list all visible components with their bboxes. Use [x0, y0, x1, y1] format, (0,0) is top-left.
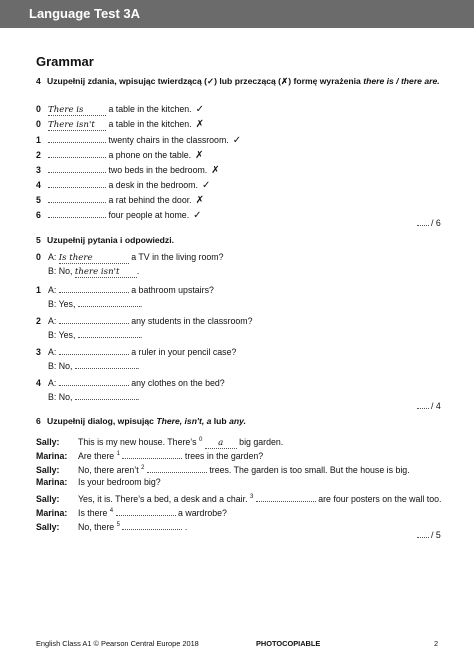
ex4-item: [36, 148, 204, 160]
item-number: 4: [36, 180, 41, 190]
question-text: any students in the classroom?: [131, 316, 253, 326]
ex5-number: 5: [36, 235, 41, 245]
answer-start: Yes,: [58, 299, 78, 309]
dialog-text: Are there: [78, 450, 117, 461]
ex5-answer: [36, 359, 139, 371]
item-number: 1: [36, 135, 41, 145]
dialog-text-end: trees in the garden?: [182, 450, 264, 461]
tick-icon: ✓: [201, 180, 211, 191]
dialog-text: Is there: [78, 507, 110, 518]
dialog-text: Is your bedroom big?: [78, 477, 161, 487]
item-number: 0: [36, 119, 41, 129]
ex4-item: [36, 133, 241, 145]
dialog-text-end: trees. The garden is too small. But the house is big.: [206, 464, 410, 475]
ex6-score: / 5: [417, 530, 441, 540]
ex5-answer: [36, 390, 139, 402]
ex5-question: [36, 314, 253, 326]
footer-photocopiable: PHOTOCOPIABLE: [256, 639, 321, 648]
item-number: 4: [36, 378, 41, 388]
item-number: 6: [36, 210, 41, 220]
answer-end: .: [136, 361, 140, 371]
speaker-name: Sally:: [36, 436, 60, 447]
speaker-b: B:: [48, 266, 59, 276]
answer-blank[interactable]: [122, 449, 182, 459]
gap-number: 4: [109, 508, 114, 514]
speaker-name: Marina:: [36, 477, 68, 487]
answer-start: No,: [58, 392, 75, 402]
tick-icon: ✓: [193, 210, 202, 221]
ex4-item: [36, 208, 202, 220]
answer-blank[interactable]: [59, 283, 129, 293]
answer-blank[interactable]: [48, 133, 106, 143]
sentence-text: twenty chairs in the classroom.: [108, 135, 229, 145]
ex5-question: [36, 345, 236, 357]
answer-blank[interactable]: [147, 463, 207, 473]
answer-example: There isn't: [48, 121, 106, 131]
sentence-text: a rat behind the door.: [108, 195, 192, 205]
speaker-a: A:: [48, 378, 59, 388]
cross-icon: ✗: [195, 195, 204, 206]
answer-blank[interactable]: [78, 297, 143, 309]
answer-blank[interactable]: [75, 359, 140, 371]
answer-blank[interactable]: [116, 506, 176, 516]
answer-end: .: [136, 392, 140, 402]
item-number: 2: [36, 316, 41, 326]
answer-blank[interactable]: [59, 314, 129, 324]
sentence-text: a table in the kitchen.: [108, 104, 192, 114]
ex4-item: [36, 178, 210, 190]
footer-page-number: 2: [434, 639, 439, 648]
item-number: 3: [36, 165, 41, 175]
speaker-a: A:: [48, 347, 59, 357]
dialog-text-end: are four posters on the wall too.: [315, 493, 442, 504]
ex4-item: [36, 193, 204, 205]
sentence-text: four people at home.: [108, 210, 190, 220]
dialog-line: [36, 462, 410, 476]
answer-blank[interactable]: [48, 163, 106, 173]
tick-icon: ✓: [195, 104, 204, 115]
item-number: 0: [36, 104, 41, 114]
dialog-text: No, there aren’t: [78, 464, 142, 475]
dialog-text: No, there: [78, 521, 117, 532]
ex4-item: [36, 118, 204, 130]
answer-end: .: [139, 330, 143, 340]
answer-blank[interactable]: [48, 148, 106, 158]
cross-icon: ✗: [195, 150, 204, 161]
gap-number: 5: [116, 522, 120, 528]
sentence-text: a table in the kitchen.: [108, 119, 192, 129]
ex6-number: 6: [36, 416, 41, 426]
dialog-text: Yes, it is. There’s a bed, a desk and a chair.: [78, 493, 250, 504]
ex5-answer: [36, 328, 142, 340]
answer-blank[interactable]: [78, 328, 143, 340]
answer-example: Is there: [59, 254, 129, 264]
ex4-instruction-text: Uzupełnij zdania, wpisując twierdzącą (✓) lub przeczącą (✗) formę wyrażenia: [47, 76, 364, 86]
speaker-b: B:: [48, 330, 59, 340]
ex5-question: [36, 251, 223, 263]
answer-blank[interactable]: [59, 376, 129, 386]
ex4-instruction-emphasis: there is / there are.: [363, 76, 440, 86]
sentence-text: a desk in the bedroom.: [108, 180, 198, 190]
answer-example: there isn't: [75, 268, 137, 278]
dialog-text-end: a wardrobe?: [175, 507, 227, 518]
answer-start: No,: [58, 361, 75, 371]
answer-blank[interactable]: [122, 520, 182, 530]
gap-number: 3: [249, 494, 254, 500]
question-text: any clothes on the bed?: [131, 378, 225, 388]
speaker-name: Sally:: [36, 521, 60, 532]
ex4-item: [36, 103, 204, 115]
dialog-text-end: .: [182, 521, 188, 532]
answer-blank[interactable]: [48, 208, 106, 218]
speaker-b: B:: [48, 361, 59, 371]
item-number: 1: [36, 285, 41, 295]
answer-blank[interactable]: [59, 345, 129, 355]
item-number: 3: [36, 347, 41, 357]
ex6-instruction: 6 Uzupełnij dialog, wpisując There, isn't, a lub any.: [36, 416, 246, 426]
footer-copyright: English Class A1 © Pearson Central Europe 2018: [36, 639, 199, 648]
ex5-instruction-text: Uzupełnij pytania i odpowiedzi.: [47, 235, 175, 245]
ex4-instruction: [36, 75, 442, 87]
speaker-name: Sally:: [36, 493, 60, 504]
dialog-text-end: big garden.: [236, 436, 284, 447]
tick-icon: ✓: [232, 135, 242, 146]
dialog-line: [36, 434, 283, 449]
header-bar: [0, 0, 474, 28]
gap-number: 0: [198, 437, 203, 443]
score-blank: [417, 408, 429, 409]
answer-example: a: [205, 439, 237, 449]
section-title: Grammar: [36, 54, 94, 69]
speaker-a: A:: [48, 252, 59, 262]
gap-number: 2: [141, 465, 145, 471]
answer-start: Yes,: [58, 330, 78, 340]
item-number: 0: [36, 252, 41, 262]
ex5-instruction: [36, 234, 442, 246]
speaker-b: B:: [48, 299, 59, 309]
ex4-item: [36, 163, 220, 175]
test-title: Language Test 3A: [29, 6, 141, 21]
speaker-name: Sally:: [36, 464, 60, 475]
answer-start: No,: [58, 266, 75, 276]
answer-blank[interactable]: [75, 390, 140, 402]
dialog-line: [36, 476, 161, 488]
score-blank: [417, 537, 429, 538]
question-text: a bathroom upstairs?: [131, 285, 214, 295]
sentence-text: two beds in the bedroom.: [108, 165, 208, 175]
speaker-b: B:: [48, 392, 59, 402]
question-text: a TV in the living room?: [131, 252, 224, 262]
ex5-answer: [36, 265, 139, 277]
dialog-line: [36, 519, 187, 533]
answer-blank[interactable]: [48, 178, 106, 188]
answer-blank[interactable]: [48, 193, 106, 203]
ex5-score: / 4: [417, 401, 441, 411]
dialog-text: This is my new house. There’s: [78, 436, 199, 447]
ex5-answer: [36, 297, 142, 309]
speaker-name: Marina:: [36, 450, 68, 461]
item-number: 5: [36, 195, 41, 205]
sentence-text: a phone on the table.: [108, 150, 192, 160]
item-number: 2: [36, 150, 41, 160]
answer-blank[interactable]: [256, 492, 316, 502]
speaker-a: A:: [48, 316, 59, 326]
dialog-line: [36, 491, 441, 505]
dialog-line: [36, 505, 227, 519]
cross-icon: ✗: [195, 119, 204, 130]
cross-icon: ✗: [211, 165, 220, 176]
gap-number: 1: [116, 451, 120, 457]
ex5-question: [36, 376, 225, 388]
answer-end: .: [136, 266, 140, 276]
dialog-line: [36, 448, 263, 462]
question-text: a ruler in your pencil case?: [131, 347, 237, 357]
answer-end: .: [139, 299, 143, 309]
speaker-name: Marina:: [36, 507, 68, 518]
score-blank: [417, 225, 429, 226]
speaker-a: A:: [48, 285, 59, 295]
ex4-score: / 6: [417, 218, 441, 228]
ex4-number: 4: [36, 76, 41, 86]
answer-example: There is: [48, 106, 106, 116]
ex5-question: [36, 283, 214, 295]
